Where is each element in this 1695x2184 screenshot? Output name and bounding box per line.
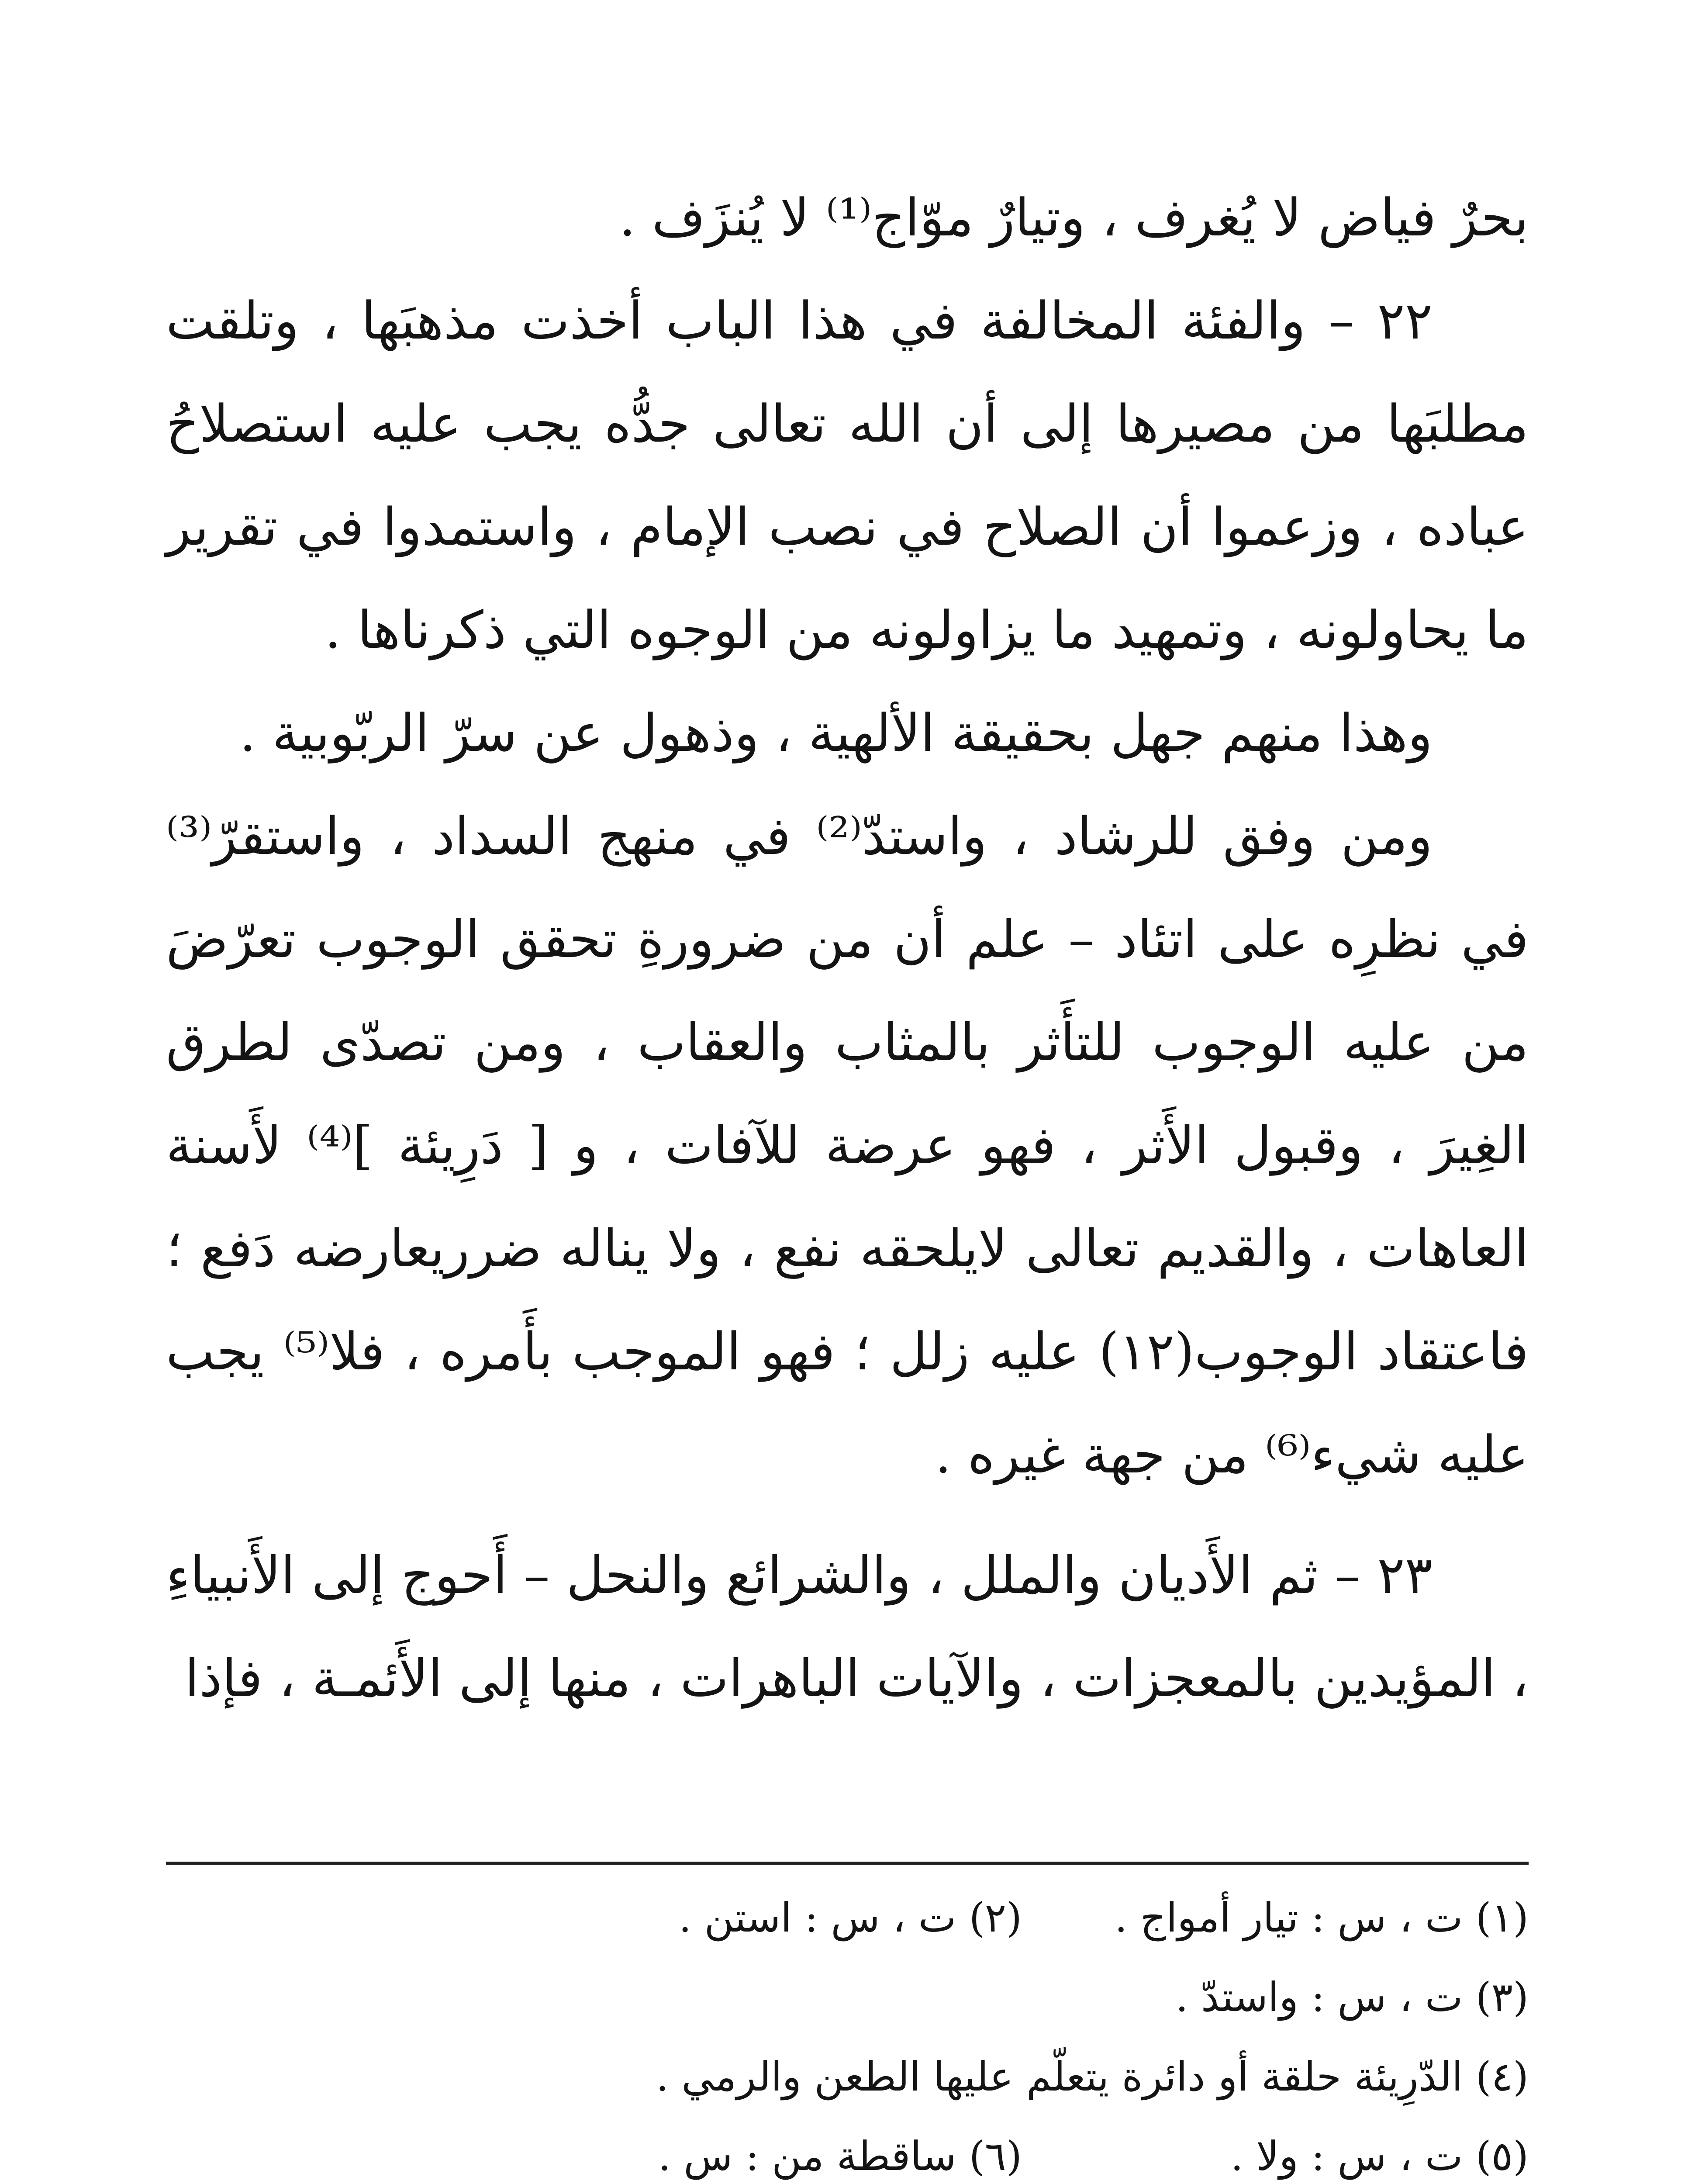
paragraph-1: بحرٌ فياض لا يُغرف ، وتيارٌ موّاج⁽¹⁾ لا يُنزَف . [619,187,1529,248]
footnote-4: (٤) الدّرِيئة حلقة أو دائرة يتعلّم عليها الطعن والرمي . [656,2053,1529,2100]
footnote-6: (٦) ساقطة من : س . [658,2133,1022,2180]
paragraph-ignorance: وهذا منهم جهل بحقيقة الألهية ، وذهول عن سرّ الربّوبية . [239,703,1433,763]
footnotes [166,1878,1529,2184]
footnote-divider [166,1862,1529,1865]
footnote-row [166,1878,1529,1958]
footnote-row [166,2117,1529,2184]
paragraph-guidance: ومن وفق للرشاد ، واستدّ⁽²⁾ في منهج السداد ، واستقرّ⁽³⁾ في نظرِه على اتئاد – علم أن من ضرورةِ تحقق الوجوب تعرّضَ من عليه الوجوب للتأَثر بالمثاب والعقاب ، ومن تصدّى لطرق الغِيرَ ، وقبول الأَثر ، فهو عرضة للآفات ، و [ دَرِيئة ]⁽⁴⁾ لأَسنة العاهات ، والقديم تعالى لايلحقه نفع ، ولا يناله ضرريعارضه دَفع ؛ فاعتقاد الوجوب(١٢) عليه زلل ؛ فهو الموجب بأَمره ، فلا⁽⁵⁾ يجب عليه شيء⁽⁶⁾ من جهة غيره . [166,806,1529,1485]
footnote-5: (٥) ت ، س : ولا . [1230,2133,1529,2180]
footnote-row [166,2037,1529,2117]
footnote-2: (٢) ت ، س : استن . [679,1894,1022,1941]
footnote-row [166,1958,1529,2037]
footnote-1: (١) ت ، س : تيار أمواج . [1115,1894,1529,1941]
paragraph-22: ٢٢ – والفئة المخالفة في هذا الباب أخذت مذهبَها ، وتلقت مطلبَها من مصيرها إلى أن الله تعالى جدُّه يجب عليه استصلاحُ عباده ، وزعموا أن الصلاح في نصب الإمام ، واستمدوا في تقرير ما يحاولونه ، وتمهيد ما يزاولونه من الوجوه التي ذكرناها . [166,290,1529,660]
main-text [166,166,1529,1730]
paragraph-23: ٢٣ – ثم الأَديان والملل ، والشرائع والنحل – أَحوج إلى الأَنبياءِ ، المؤيدين بالمعجزات ، والآيات الباهرات ، منها إلى الأَئمـة ، فإذا [166,1545,1529,1708]
footnote-3: (٣) ت ، س : واستدّ . [1175,1974,1529,2021]
